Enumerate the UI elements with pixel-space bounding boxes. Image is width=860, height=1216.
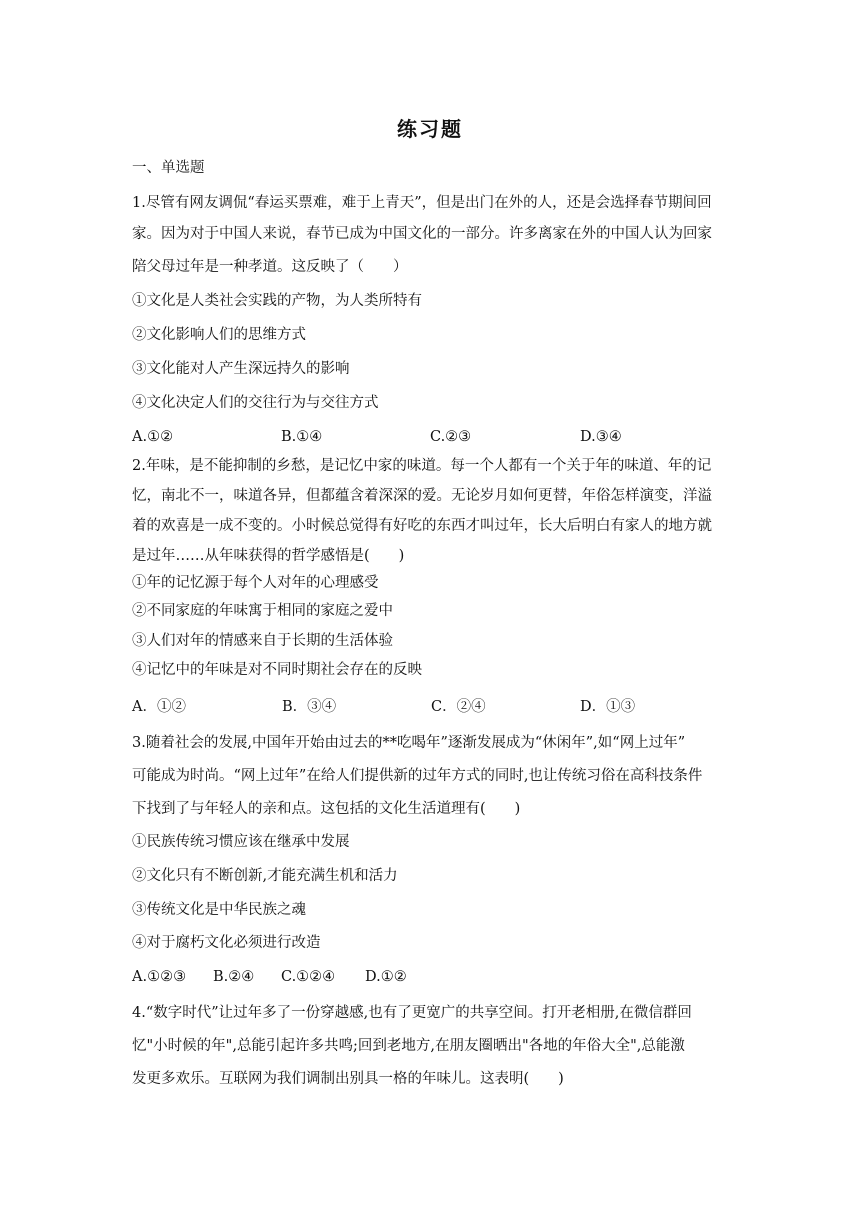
q1-option-b: B.①④: [281, 429, 323, 445]
q1-text-line: 1.尽管有网友调侃“春运买票难，难于上青天”，但是出门在外的人，还是会选择春节期间回: [132, 195, 712, 211]
q3-statement: ①民族传统习惯应该在继承中发展: [132, 834, 350, 850]
q2-statement: ②不同家庭的年味寓于相同的家庭之爱中: [132, 603, 393, 619]
q2-text-line: 2.年味，是不能抑制的乡愁，是记忆中家的味道。每一个人都有一个关于年的味道、年的记: [132, 458, 712, 474]
q3-option-a: A.①②③: [132, 969, 187, 985]
q2-text-line: 着的欢喜是一成不变的。小时候总觉得有好吃的东西才叫过年，长大后明白有家人的地方就: [132, 518, 712, 534]
q1-statement: ②文化影响人们的思维方式: [132, 327, 306, 343]
q4-text-line: 4.“数字时代”让过年多了一份穿越感,也有了更宽广的共享空间。打开老相册,在微信群回: [132, 1005, 692, 1021]
q1-option-d: D.③④: [580, 429, 622, 445]
q3-statement: ④对于腐朽文化必须进行改造: [132, 935, 321, 951]
q1-option-a: A.①②: [132, 429, 174, 445]
section-heading: 一、单选题: [132, 160, 205, 176]
q1-statement: ①文化是人类社会实践的产物，为人类所特有: [132, 293, 422, 309]
q3-option-c: C.①②④: [281, 969, 336, 985]
q1-statement: ③文化能对人产生深远持久的影响: [132, 361, 350, 377]
q2-statement: ④记忆中的年味是对不同时期社会存在的反映: [132, 662, 422, 678]
q3-option-b: B.②④: [213, 969, 255, 985]
q1-option-c: C.②③: [430, 429, 472, 445]
q1-text-line: 陪父母过年是一种孝道。这反映了（ ）: [132, 259, 408, 275]
q4-text-line: 忆"小时候的年",总能引起许多共鸣;回到老地方,在朋友圈晒出"各地的年俗大全",总能激: [132, 1038, 685, 1054]
q4-text-line: 发更多欢乐。互联网为我们调制出别具一格的年味儿。这表明( ): [132, 1071, 564, 1087]
q3-text-line: 可能成为时尚。“网上过年”在给人们提供新的过年方式的同时,也让传统习俗在高科技条件: [132, 768, 703, 784]
q1-statement: ④文化决定人们的交往行为与交往方式: [132, 395, 379, 411]
q3-option-d: D.①②: [365, 969, 407, 985]
page-title: 练习题: [397, 117, 463, 141]
q3-statement: ③传统文化是中华民族之魂: [132, 902, 306, 918]
q2-option-b: B．③④: [282, 699, 337, 715]
q3-text-line: 下找到了与年轻人的亲和点。这包括的文化生活道理有( ): [132, 801, 521, 817]
q2-statement: ③人们对年的情感来自于长期的生活体验: [132, 633, 393, 649]
q2-text-line: 是过年……从年味获得的哲学感悟是( ): [132, 548, 405, 564]
q2-text-line: 忆，南北不一，味道各异，但都蕴含着深深的爱。无论岁月如何更替，年俗怎样演变，洋溢: [132, 488, 712, 504]
q2-statement: ①年的记忆源于每个人对年的心理感受: [132, 575, 379, 591]
q2-option-d: D．①③: [580, 699, 636, 715]
q1-text-line: 家。因为对于中国人来说，春节已成为中国文化的一部分。许多离家在外的中国人认为回家: [132, 226, 712, 242]
q2-option-a: A．①②: [132, 699, 186, 715]
q2-option-c: C．②④: [431, 699, 486, 715]
q3-text-line: 3.随着社会的发展,中国年开始由过去的**吃喝年”逐渐发展成为“休闲年”,如“网上过年”: [132, 735, 686, 751]
q3-statement: ②文化只有不断创新,才能充满生机和活力: [132, 868, 398, 884]
